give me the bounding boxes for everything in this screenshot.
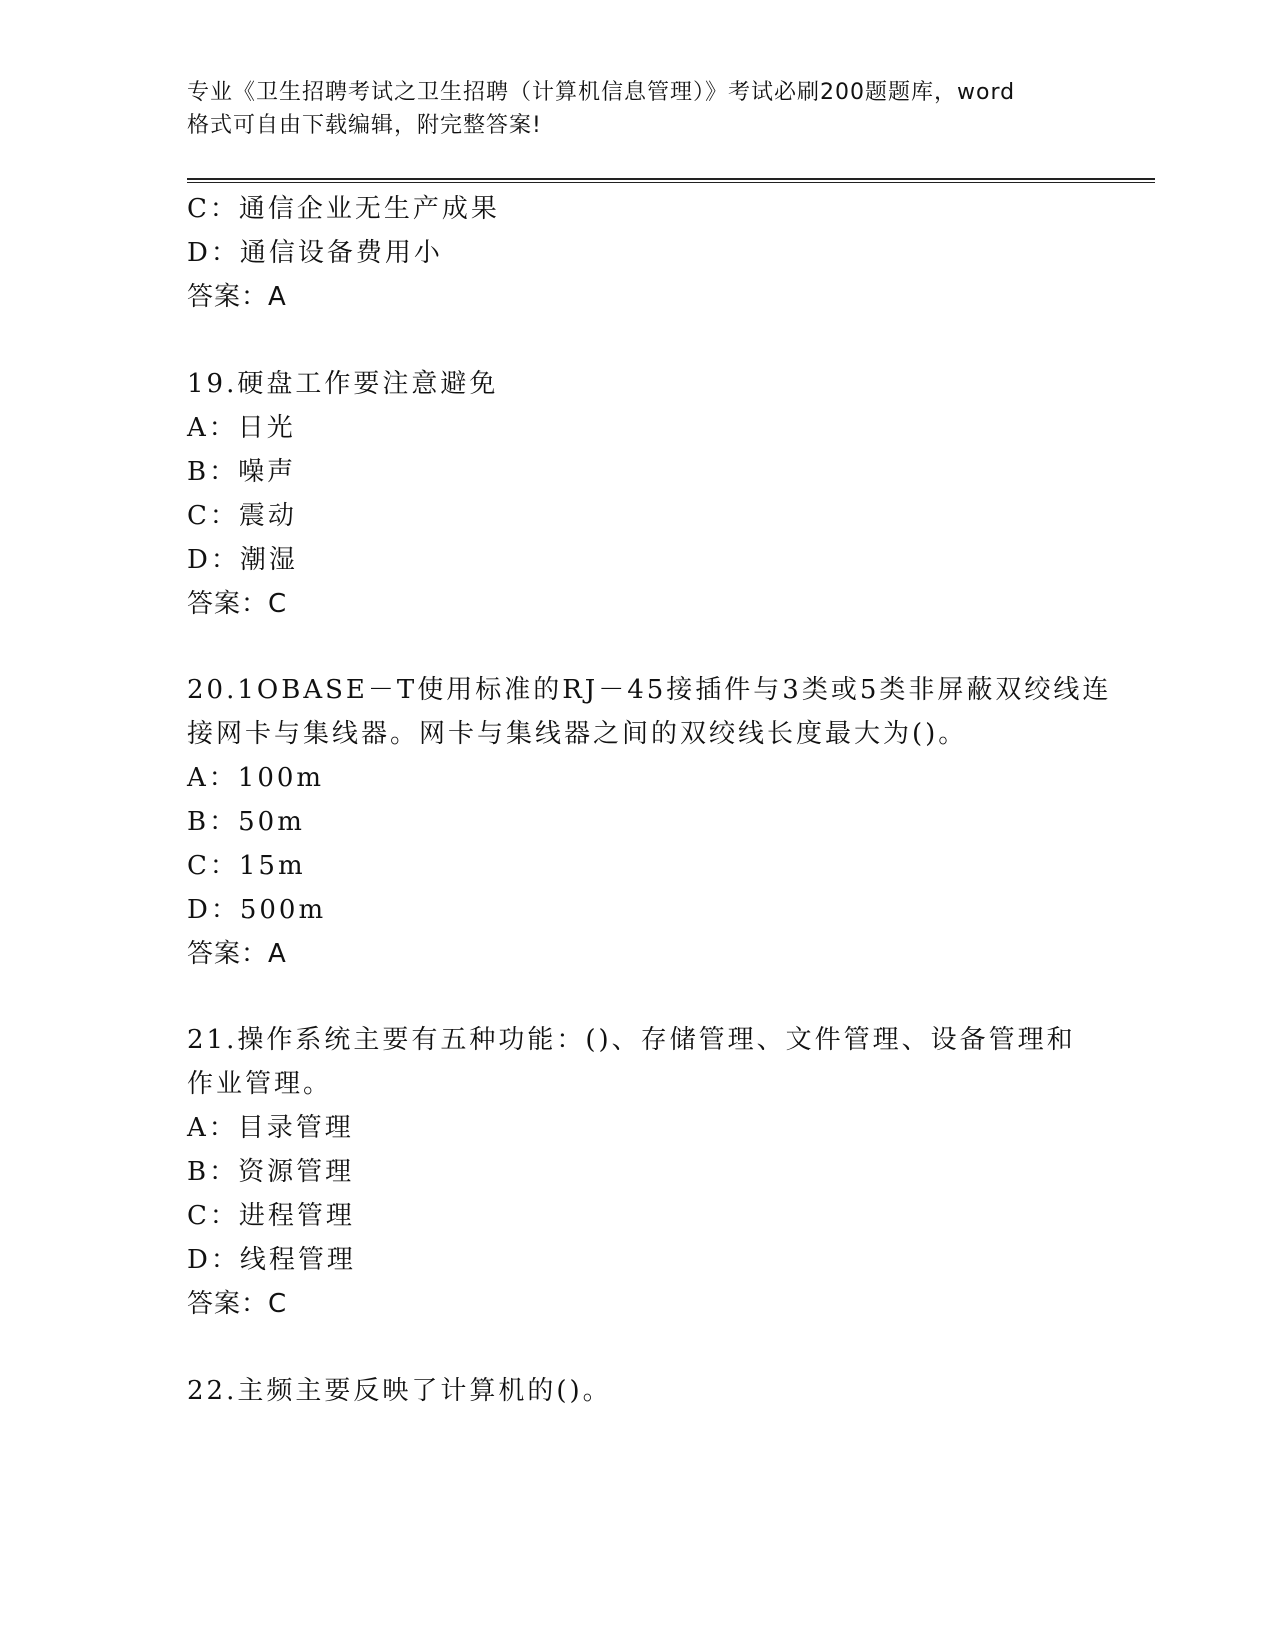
q19-stem: 19.硬盘工作要注意避免 [187,369,499,399]
q21-option-a: A：目录管理 [187,1113,354,1143]
header-line-1: 专业《卫生招聘考试之卫生招聘（计算机信息管理）》考试必刷200题题库，word [187,80,1016,105]
q21-stem-line-2: 作业管理。 [187,1069,333,1099]
q20-option-b: B：50m [187,807,305,837]
q19-option-b: B：噪声 [187,457,297,487]
q18-option-c: C：通信企业无生产成果 [187,194,500,224]
q21-option-c: C：进程管理 [187,1201,355,1231]
q19-answer: 答案：C [187,589,288,619]
q20-stem-line-1: 20.1OBASE－T使用标准的RJ－45接插件与3类或5类非屏蔽双绞线连 [187,675,1112,705]
q19-option-a: A：日光 [187,413,296,443]
q21-answer: 答案：C [187,1289,288,1319]
q20-stem-line-2: 接网卡与集线器。网卡与集线器之间的双绞线长度最大为()。 [187,719,968,749]
q18-answer: 答案：A [187,282,287,312]
header-line-2: 格式可自由下载编辑，附完整答案! [187,113,542,138]
q19-option-d: D：潮湿 [187,545,298,575]
q20-option-d: D：500m [187,895,327,925]
q22-stem: 22.主频主要反映了计算机的()。 [187,1376,612,1406]
document-header [187,76,1087,142]
q20-answer: 答案：A [187,939,287,969]
q19-option-c: C：震动 [187,501,297,531]
header-rule-thick [187,178,1155,180]
q21-option-d: D：线程管理 [187,1245,356,1275]
q20-option-c: C：15m [187,851,306,881]
header-rule-thin [187,182,1155,183]
q21-stem-line-1: 21.操作系统主要有五种功能：()、存储管理、文件管理、设备管理和 [187,1025,1076,1055]
q21-option-b: B：资源管理 [187,1157,355,1187]
q18-option-d: D：通信设备费用小 [187,238,443,268]
q20-option-a: A：100m [187,763,325,793]
